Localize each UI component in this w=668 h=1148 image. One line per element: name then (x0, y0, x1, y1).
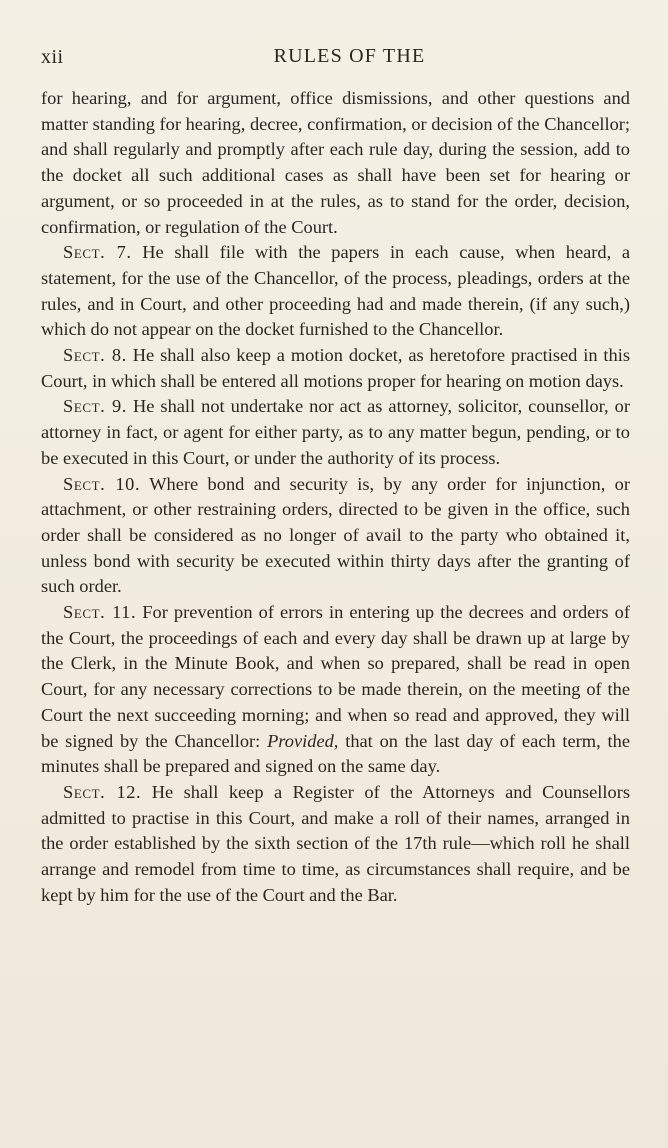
page-body (41, 86, 630, 909)
section-text: He shall not undertake nor act as attorney, solicitor, counsellor, or attorney in fact, or agent for either party, as to any matter begun, pending, or to be executed in this Court, or under the authority of its process. (41, 396, 630, 468)
section-label: Sect. 7. (63, 242, 132, 263)
section-10 (41, 472, 630, 601)
section-text: He shall keep a Register of the Attorneys and Counsellors admitted to practise in this Court, and make a roll of their names, arranged in the order established by the sixth section of the 17th rule—which roll he shall arrange and remodel from time to time, as circumstances shall require, and be kept by him for the use of the Court and the Bar. (41, 781, 630, 905)
section-text-continued: that on the last day of each term, the minutes shall be prepared and signed on the same day. (41, 730, 630, 777)
section-label: Sect. 8. (63, 345, 127, 366)
section-text: He shall also keep a motion docket, as heretofore practised in this Court, in which shall be entered all motions proper for hearing on motion days. (41, 345, 630, 391)
section-label: Sect. 12. (63, 781, 142, 802)
section-12 (41, 780, 630, 909)
section-text: For prevention of errors in entering up the decrees and orders of the Court, the proceedings of each and every day shall be drawn up at large by the Clerk, in the Minute Book, and when so prepared, shall be read in open Court, for any necessary corrections to be made therein, on the meeting of the Court the next succeeding morning; and when so read and approved, they will be signed by the Chancellor: (41, 602, 630, 751)
section-9 (41, 394, 630, 471)
section-label: Sect. 11. (63, 602, 137, 623)
running-head: RULES OF THE (273, 45, 426, 67)
section-label: Sect. 10. (63, 473, 141, 494)
proviso-italic: Provided, (267, 730, 339, 751)
page-number: xii (41, 46, 64, 68)
section-7 (41, 240, 630, 343)
section-11 (41, 600, 630, 780)
section-label: Sect. 9. (63, 396, 127, 417)
section-text: He shall file with the papers in each cause, when heard, a statement, for the use of the Chancellor, of the process, pleadings, orders at the rules, and in Court, and other proceeding had and made therein, (if any such,) which do not appear on the docket furnished to the Chancellor. (41, 242, 630, 340)
paragraph-text: for hearing, and for argument, office dismissions, and other questions and matter standing for hearing, decree, confirmation, or decision of the Chancellor; and shall regularly and promptly after each rule day, during the session, add to the docket all such additional cases as shall have been set for hearing or argument, or so proceeded in at the rules, as to stand for the order, decision, confirmation, or regulation of the Court. (41, 88, 630, 237)
section-text: Where bond and security is, by any order for injunction, or attachment, or other restraining orders, directed to be given in the office, such order shall be considered as no longer of avail to the party who obtained it, unless bond with security be executed within thirty days after the granting of such order. (41, 473, 630, 597)
section-8 (41, 343, 630, 394)
continued-paragraph (41, 86, 630, 240)
page-header (41, 42, 630, 72)
